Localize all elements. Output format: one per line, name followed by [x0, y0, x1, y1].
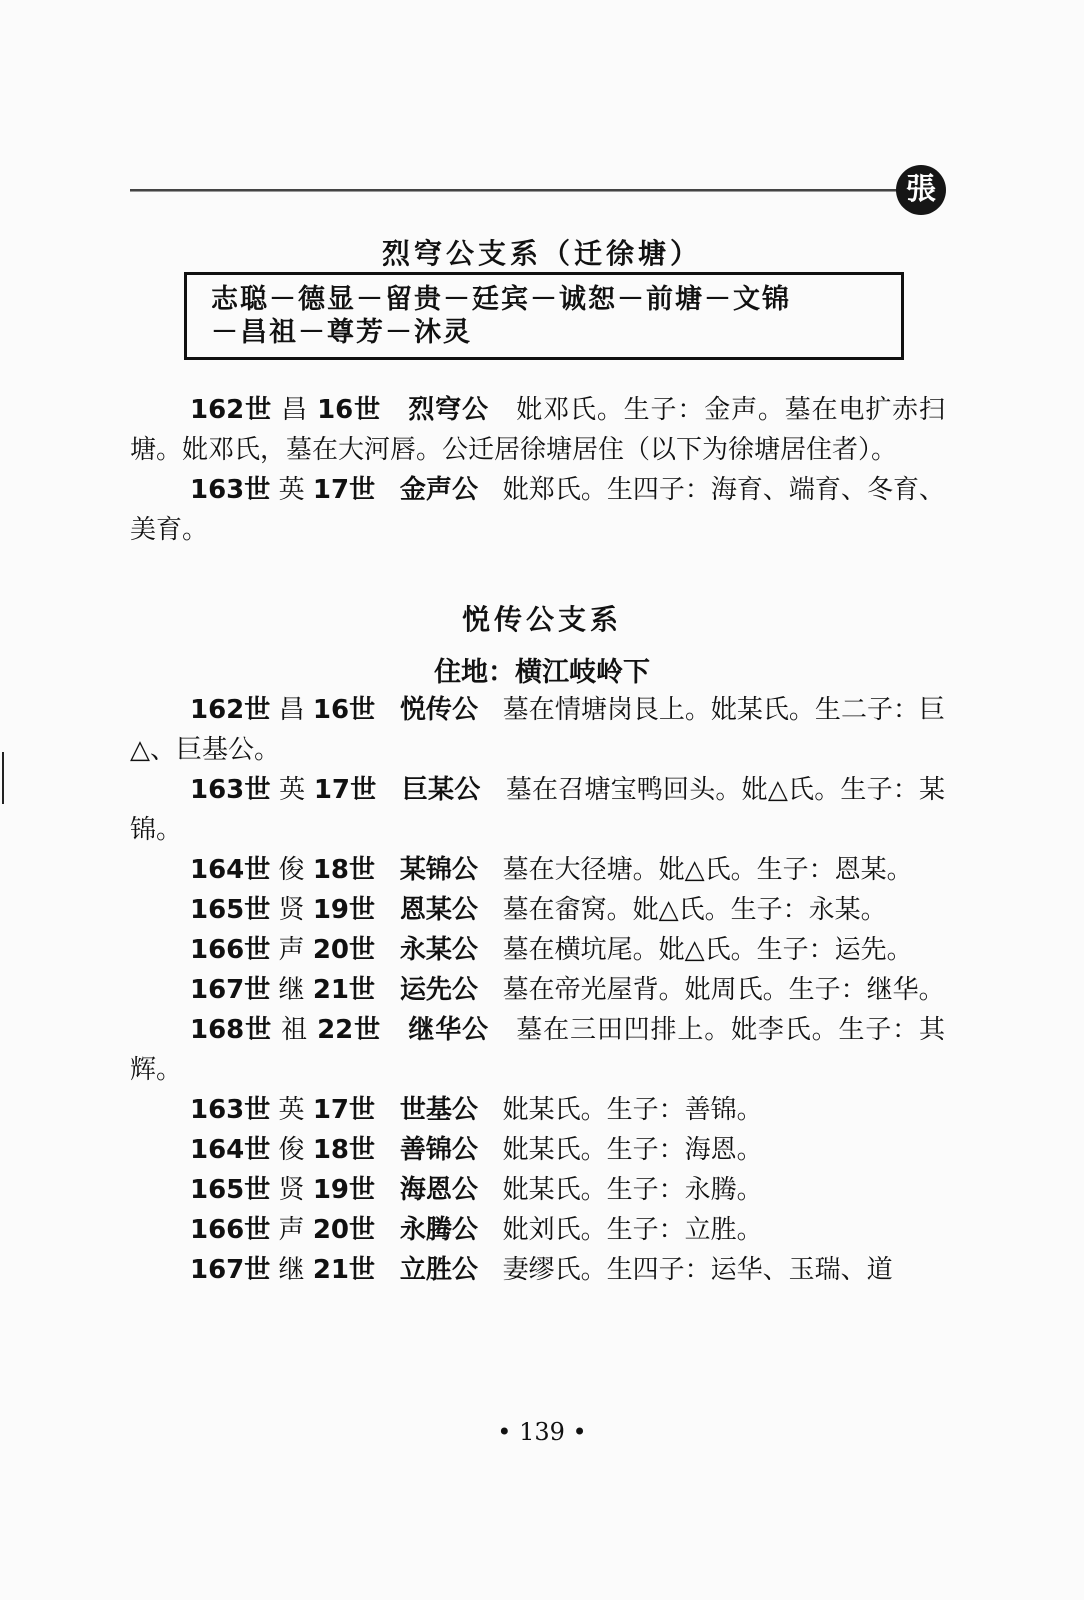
section-title-liequong: 烈穹公支系（迁徐塘） — [381, 237, 702, 270]
genealogy-entry: 163世 英 17世 金声公 妣郑氏。生四子：海育、端育、冬育、美育。 — [130, 475, 945, 545]
lineage-line: 志聪－德显－留贵－廷宾－诚恕－前塘－文锦 — [211, 284, 791, 315]
genealogy-entry: 165世 贤 19世 海恩公 妣某氏。生子：永腾。 — [190, 1175, 763, 1205]
genealogy-entry: 167世 继 21世 立胜公 妻缪氏。生四子：运华、玉瑞、道 — [190, 1255, 893, 1285]
lineage-box — [184, 272, 904, 360]
scan-edge-mark — [2, 752, 4, 804]
genealogy-entry: 163世 英 17世 世基公 妣某氏。生子：善锦。 — [190, 1095, 763, 1125]
genealogy-entry: 164世 俊 18世 某锦公 墓在大径塘。妣△氏。生子：恩某。 — [190, 855, 913, 885]
section-title-yuechuan: 悦传公支系 — [461, 603, 622, 636]
genealogy-entry: 164世 俊 18世 善锦公 妣某氏。生子：海恩。 — [190, 1135, 763, 1165]
entries-block-2 — [130, 690, 945, 1290]
genealogy-entry: 168世 祖 22世 继华公 墓在三田凹排上。妣李氏。生子：其辉。 — [130, 1015, 946, 1085]
section-subtitle-residence: 住地：横江岐岭下 — [434, 657, 650, 688]
lineage-line: －昌祖－尊芳－沐灵 — [211, 317, 472, 348]
genealogy-entry: 162世 昌 16世 烈穹公 妣邓氏。生子：金声。墓在电扩赤扫塘。妣邓氏，墓在大河唇。公迁居徐塘居住（以下为徐塘居住者）。 — [130, 395, 946, 465]
genealogy-entry: 163世 英 17世 巨某公 墓在召塘宝鸭回头。妣△氏。生子：某锦。 — [130, 775, 946, 845]
genealogy-entry: 166世 声 20世 永腾公 妣刘氏。生子：立胜。 — [190, 1215, 763, 1245]
genealogy-entry: 166世 声 20世 永某公 墓在横坑尾。妣△氏。生子：运先。 — [190, 935, 913, 965]
entries-block-1 — [130, 390, 945, 550]
page-number: • 139 • — [497, 1418, 587, 1446]
genealogy-entry: 165世 贤 19世 恩某公 墓在畲窝。妣△氏。生子：永某。 — [190, 895, 887, 925]
genealogy-entry: 167世 继 21世 运先公 墓在帝光屋背。妣周氏。生子：继华。 — [190, 975, 945, 1005]
genealogy-entry: 162世 昌 16世 悦传公 墓在情塘岗艮上。妣某氏。生二子：巨△、巨基公。 — [130, 695, 945, 765]
header-rule — [130, 189, 900, 192]
zhang-seal-logo: 張 — [896, 165, 946, 215]
